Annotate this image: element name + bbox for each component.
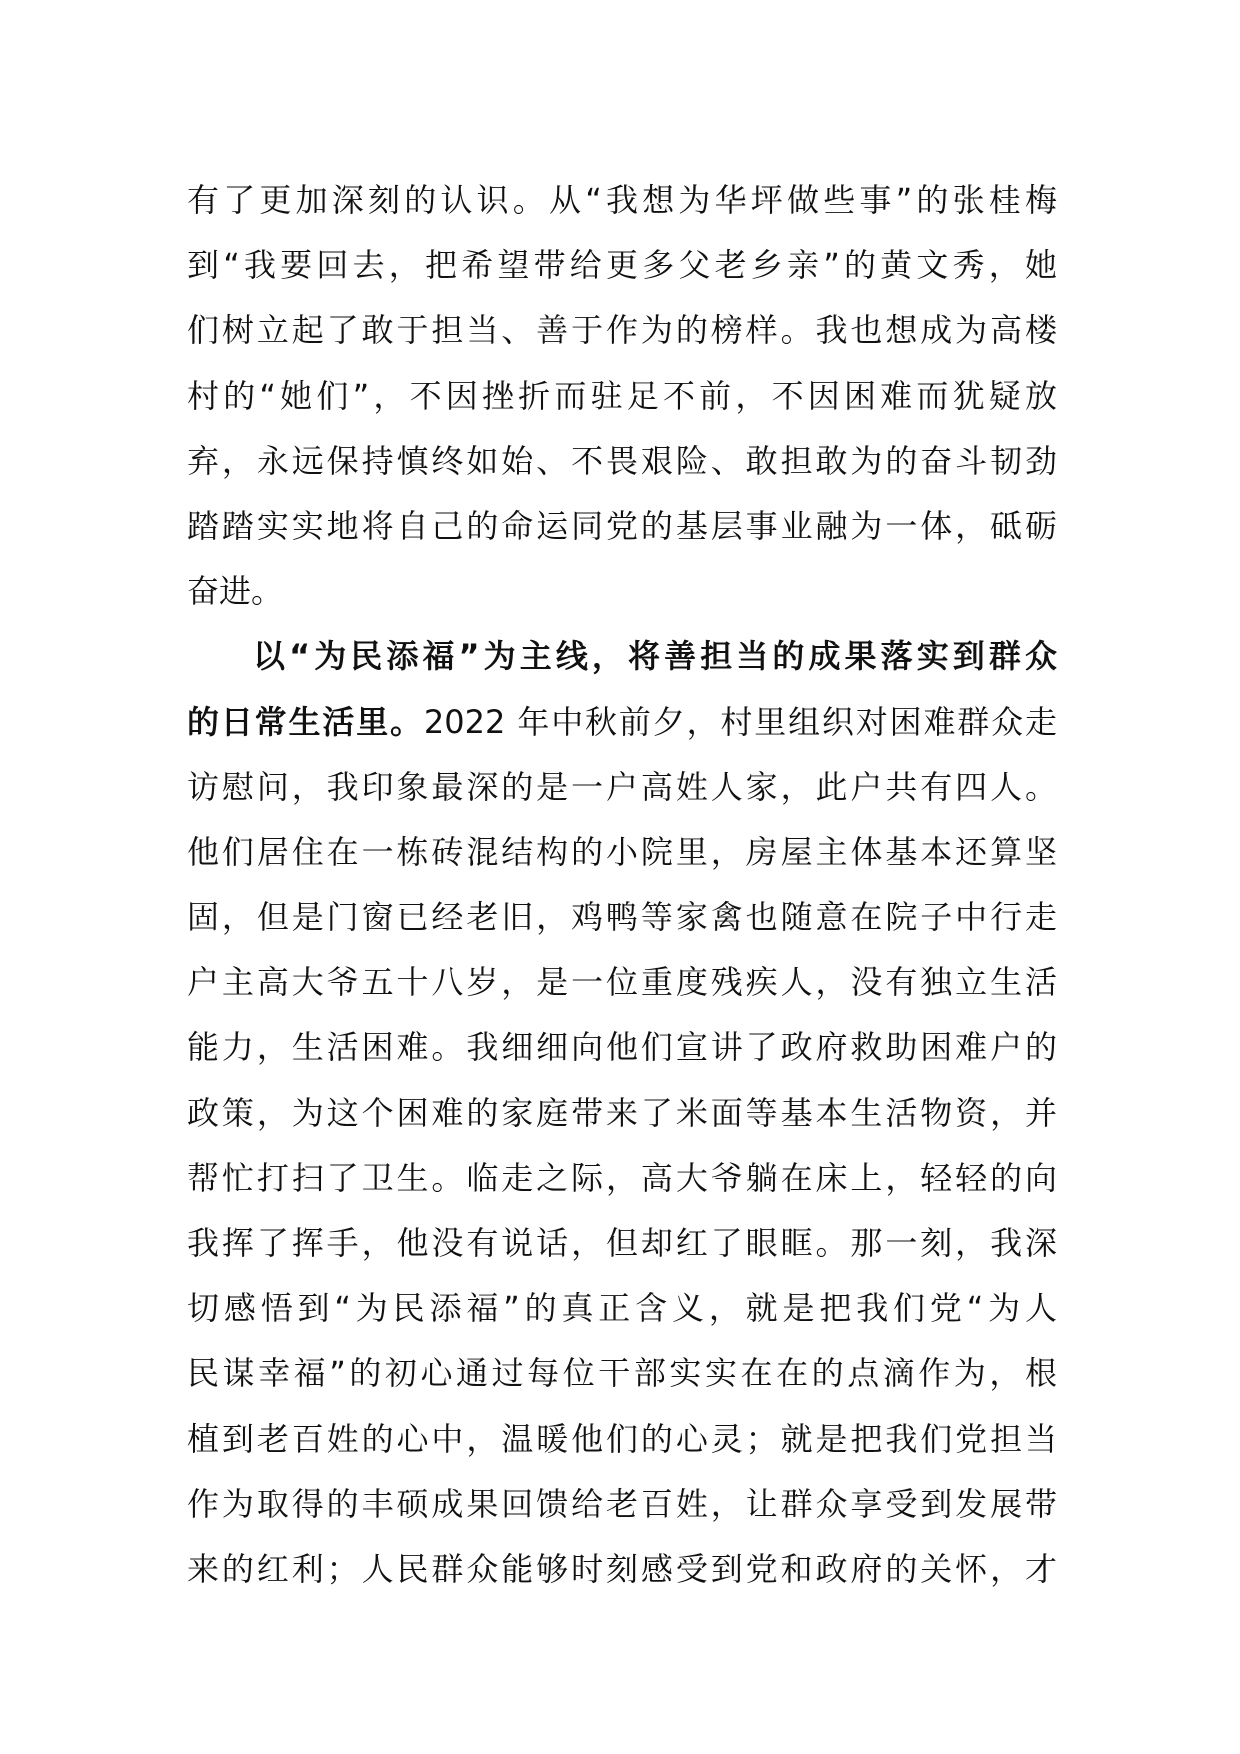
text-line: 植到老百姓的心中，温暖他们的心灵；就是把我们党担当: [187, 1419, 1057, 1458]
text-line: 奋进。: [187, 572, 284, 611]
text-line: 到“我要回去，把希望带给更多父老乡亲”的黄文秀，她: [187, 246, 1057, 285]
text-line: 弃，永远保持慎终如始、不畏艰险、敢担敢为的奋斗韧劲: [187, 441, 1057, 480]
paragraph-2: [187, 624, 1057, 1602]
text-line: 来的红利；人民群众能够时刻感受到党和政府的关怀，才: [187, 1549, 1057, 1588]
text-line: 帮忙打扫了卫生。临走之际，高大爷躺在床上，轻轻的向: [187, 1158, 1057, 1197]
text-line: 我挥了挥手，他没有说话，但却红了眼眶。那一刻，我深: [187, 1224, 1057, 1262]
paragraph-1: [187, 168, 1057, 624]
text-span: 2022 年中秋前夕，村里组织对困难群众走: [423, 702, 1057, 741]
text-line: 户主高大爷五十八岁，是一位重度残疾人，没有独立生活: [187, 963, 1057, 1002]
document-body: [187, 168, 1057, 1602]
text-line: 作为取得的丰硕成果回馈给老百姓，让群众享受到发展带: [187, 1484, 1057, 1523]
text-line: 踏踏实实地将自己的命运同党的基层事业融为一体，砥砺: [187, 506, 1057, 545]
text-line: 村的“她们”，不因挫折而驻足不前，不因困难而犹疑放: [187, 376, 1057, 415]
section-heading-line: 以“为民添福”为主线，将善担当的成果落实到群众: [253, 637, 1057, 676]
text-line: 们树立起了敢于担当、善于作为的榜样。我也想成为高楼: [187, 311, 1057, 350]
text-line: 有了更加深刻的认识。从“我想为华坪做些事”的张桂梅: [187, 181, 1057, 219]
text-line: 民谋幸福”的初心通过每位干部实实在在的点滴作为，根: [187, 1354, 1057, 1393]
text-line: 他们居住在一栋砖混结构的小院里，房屋主体基本还算坚: [187, 832, 1057, 871]
text-line: 固，但是门窗已经老旧，鸡鸭等家禽也随意在院子中行走: [187, 898, 1057, 937]
text-line: 访慰问，我印象最深的是一户高姓人家，此户共有四人。: [187, 767, 1057, 806]
section-heading-end: 的日常生活里。: [187, 702, 424, 741]
text-line: 能力，生活困难。我细细向他们宣讲了政府救助困难户的: [187, 1028, 1057, 1067]
text-line: 切感悟到“为民添福”的真正含义，就是把我们党“为人: [187, 1289, 1057, 1328]
text-line: [187, 690, 1057, 755]
text-line: 政策，为这个困难的家庭带来了米面等基本生活物资，并: [187, 1093, 1057, 1132]
